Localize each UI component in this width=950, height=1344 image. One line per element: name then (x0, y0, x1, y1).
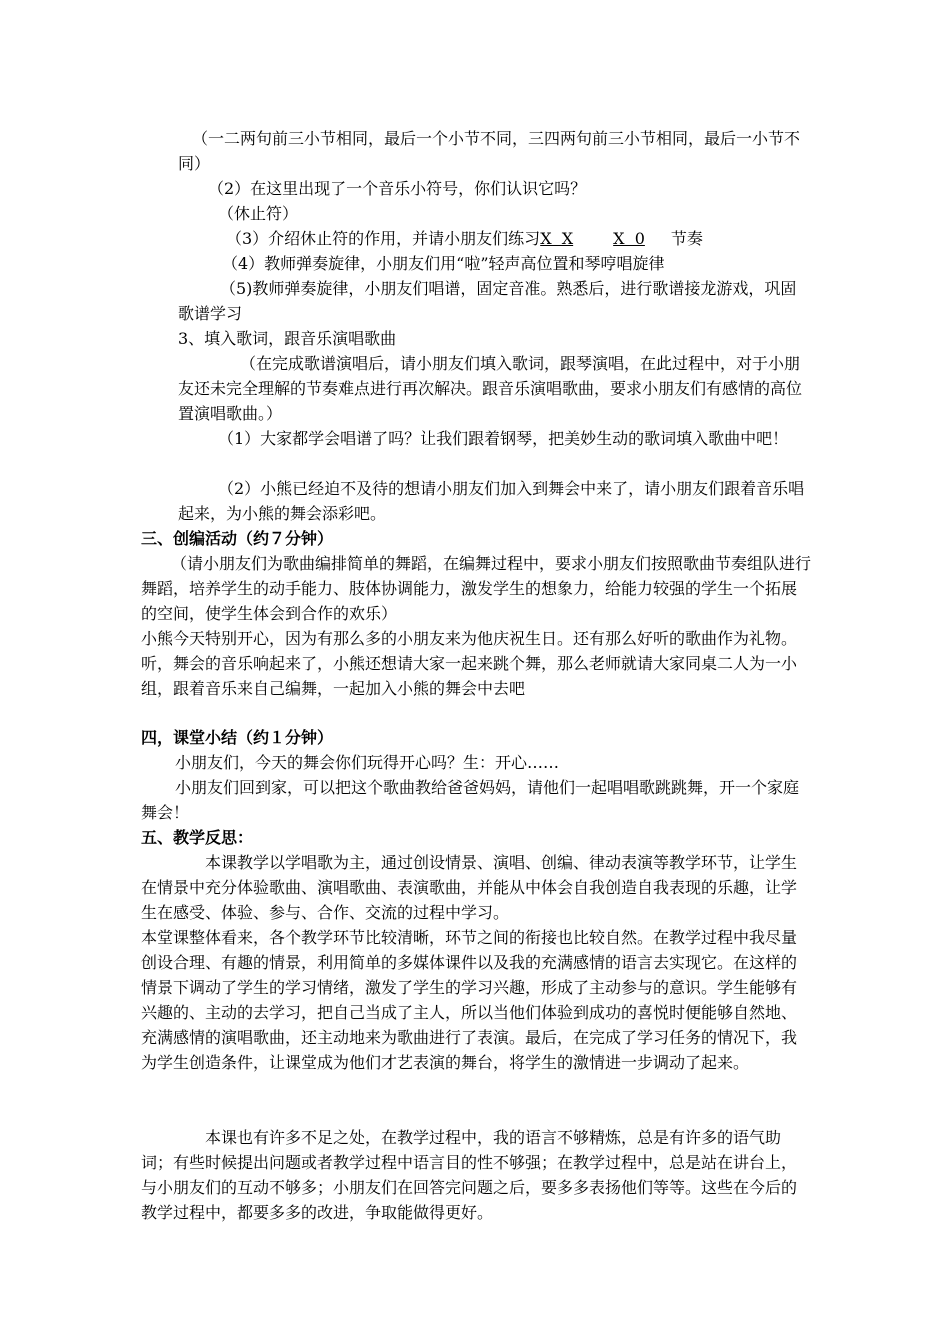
section-3-note: （请小朋友们为歌曲编排简单的舞蹈，在编舞过程中，要求小朋友们按照歌曲节奏组队进行舞蹈，培养学生的动手能力、肢体协调能力，激发学生的想象力，给能力较强的学生一个拓展的空间，使学生体会到合作的欢乐） (141, 554, 812, 623)
reflection-paragraph-3: 本课也有许多不足之处，在教学过程中，我的语言不够精炼，总是有许多的语气助词；有些时候提出问题或者教学过程中语言目的性不够强；在教学过程中，总是站在讲台上，与小朋友们的互动不够多；小朋友们在回答完问题之后，要多多表扬他们等等。这些在今后的教学过程中，都要多多的改进，争取能做得更好。 (141, 1128, 798, 1222)
question-3 (226, 226, 816, 251)
question-2: （2）在这里出现了一个音乐小符号，你们认识它吗？ (208, 179, 587, 198)
section-4-item-1: 小朋友们，今天的舞会你们玩得开心吗？生：开心…… (175, 753, 560, 772)
section-3-heading: 三、创编活动（约７分钟） (141, 529, 334, 548)
question-3-suffix: 节奏 (670, 229, 703, 248)
section-3-text: 小熊今天特别开心，因为有那么多的小朋友来为他庆祝生日。还有那么好听的歌曲作为礼物。听，舞会的音乐响起来了，小熊还想请大家一起来跳个舞，那么老师就请大家同桌二人为一小组，跟着音乐来自己编舞，一起加入小熊的舞会中去吧 (141, 629, 798, 698)
rhythm-comparison-note: （一二两句前三小节相同，最后一个小节不同，三四两句前三小节相同，最后一小节不同） (178, 129, 801, 173)
question-2-answer: （休止符） (218, 204, 299, 223)
step-3-note: （在完成歌谱演唱后，请小朋友们填入歌词，跟琴演唱，在此过程中，对于小朋友还未完全理解的节奏难点进行再次解决。跟音乐演唱歌曲，要求小朋友们有感情的高位置演唱歌曲。） (178, 354, 803, 423)
section-5-heading: 五、教学反思： (141, 828, 254, 847)
step-3-item-2: （2）小熊已经迫不及待的想请小朋友们加入到舞会中来了，请小朋友们跟着音乐唱起来，为小熊的舞会添彩吧。 (178, 479, 805, 523)
section-4-item-2: 小朋友们回到家，可以把这个歌曲教给爸爸妈妈，请他们一起唱唱歌跳跳舞，开一个家庭舞会！ (141, 778, 800, 822)
step-3-heading: 3、填入歌词，跟音乐演唱歌曲 (178, 329, 397, 348)
section-4-heading: 四，课堂小结（约１分钟） (141, 728, 334, 747)
question-3-text: （3）介绍休止符的作用，并请小朋友们练习 (226, 229, 541, 248)
question-5: （5)教师弹奏旋律，小朋友们唱谱，固定音准。熟悉后，进行歌谱接龙游戏，巩固歌谱学习 (178, 279, 797, 323)
step-3-item-1: （1）大家都学会唱谱了吗？让我们跟着钢琴，把美妙生动的歌词填入歌曲中吧！ (218, 429, 789, 448)
rhythm-pattern-2: X 0 (613, 229, 645, 248)
rhythm-pattern-1: X X (540, 229, 574, 248)
reflection-paragraph-1: 本课教学以学唱歌为主，通过创设情景、演唱、创编、律动表演等教学环节，让学生在情景中充分体验歌曲、演唱歌曲、表演歌曲，并能从中体会自我创造自我表现的乐趣，让学生在感受、体验、参与、合作、交流的过程中学习。 (141, 853, 798, 922)
question-4: （4）教师弹奏旋律，小朋友们用“啦”轻声高位置和琴哼唱旋律 (222, 254, 665, 273)
reflection-paragraph-2: 本堂课整体看来，各个教学环节比较清晰，环节之间的衔接也比较自然。在教学过程中我尽量创设合理、有趣的情景，利用简单的多媒体课件以及我的充满感情的语言去实现它。在这样的情景下调动了学生的学习情绪，激发了学生的学习兴趣，形成了主动参与的意识。学生能够有兴趣的、主动的去学习，把自己当成了主人，所以当他们体验到成功的喜悦时便能够自然地、充满感情的演唱歌曲，还主动地来为歌曲进行了表演。最后，在完成了学习任务的情况下，我为学生创造条件，让课堂成为他们才艺表演的舞台，将学生的激情进一步调动了起来。 (141, 928, 798, 1072)
